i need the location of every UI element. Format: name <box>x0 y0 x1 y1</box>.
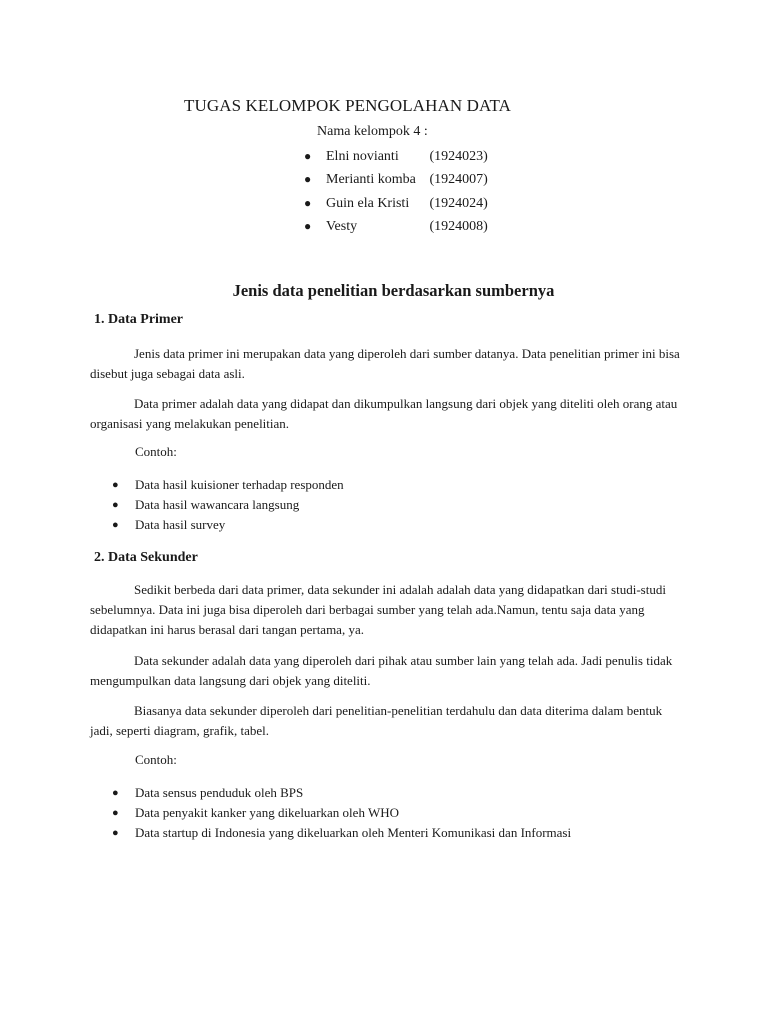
sekunder-paragraph-2: Data sekunder adalah data yang diperoleh dari pihak atau sumber lain yang telah ada. Jadi penulis tidak mengumpulkan data langsung dari objek yang diteliti. <box>90 653 673 688</box>
sekunder-heading: 2. Data Sekunder <box>94 550 198 565</box>
section-title: Jenis data penelitian berdasarkan sumbernya <box>232 281 555 300</box>
bullet-icon: ● <box>304 149 312 163</box>
list-item-text: Data hasil survey <box>135 517 226 532</box>
member-nim: (1924024) <box>429 195 488 211</box>
list-item-text: Data hasil kuisioner terhadap responden <box>135 477 344 492</box>
bullet-icon: ● <box>304 195 312 210</box>
list-item <box>110 783 571 803</box>
list-item-text: Data startup di Indonesia yang dikeluarkan oleh Menteri Komunikasi dan Informasi <box>135 825 572 840</box>
member-nim: (1924007) <box>429 172 488 188</box>
bullet-icon: ● <box>112 479 119 491</box>
list-item <box>110 515 344 535</box>
sekunder-paragraph-1: Sedikit berbeda dari data primer, data sekunder ini adalah adalah data yang didapatkan dari studi-studi sebelumnya. Data ini juga bisa diperoleh dari berbagai sumber yang telah ada.Namun, tentu saja data yang didapatkan ini harus berasal dari tangan pertama, ya. <box>90 582 666 637</box>
member-name: Merianti komba <box>326 172 416 188</box>
primer-contoh-label: Contoh: <box>135 444 177 459</box>
member-item <box>300 192 488 215</box>
sekunder-paragraph-3: Biasanya data sekunder diperoleh dari penelitian-penelitian terdahulu dan data diterima dalam bentuk jadi, seperti diagram, grafik, tabel. <box>90 703 663 738</box>
member-item <box>300 215 488 238</box>
primer-paragraph-2: Data primer adalah data yang didapat dan dikumpulkan langsung dari objek yang diteliti oleh orang atau organisasi yang melakukan penelitian. <box>90 396 678 431</box>
sekunder-example-list <box>110 783 571 843</box>
bullet-icon: ● <box>112 787 119 799</box>
primer-heading: 1. Data Primer <box>94 312 184 327</box>
list-item <box>110 495 344 515</box>
document-title: TUGAS KELOMPOK PENGOLAHAN DATA <box>184 96 511 115</box>
bullet-icon: ● <box>112 807 119 819</box>
primer-paragraph-1: Jenis data primer ini merupakan data yang diperoleh dari sumber datanya. Data penelitian primer ini bisa disebut juga sebagai data asli. <box>90 346 680 381</box>
member-name: Guin ela Kristi <box>326 195 410 211</box>
member-name: Elni novianti <box>326 149 399 164</box>
list-item <box>110 475 344 495</box>
group-label: Nama kelompok 4 : <box>317 124 428 139</box>
list-item-text: Data sensus penduduk oleh BPS <box>135 785 304 800</box>
list-item <box>110 823 571 843</box>
bullet-icon: ● <box>112 827 119 839</box>
member-item <box>300 145 488 168</box>
member-name: Vesty <box>326 218 358 234</box>
list-item-text: Data penyakit kanker yang dikeluarkan oleh WHO <box>135 805 399 820</box>
primer-example-list <box>110 475 344 535</box>
member-list <box>300 145 488 238</box>
bullet-icon: ● <box>304 172 312 187</box>
sekunder-contoh-label: Contoh: <box>135 752 177 767</box>
member-nim: (1924008) <box>429 218 488 234</box>
bullet-icon: ● <box>304 218 312 233</box>
list-item <box>110 803 571 823</box>
member-item <box>300 168 488 191</box>
bullet-icon: ● <box>112 499 119 511</box>
list-item-text: Data hasil wawancara langsung <box>135 497 300 512</box>
bullet-icon: ● <box>112 519 119 531</box>
member-nim: (1924023) <box>429 149 488 164</box>
